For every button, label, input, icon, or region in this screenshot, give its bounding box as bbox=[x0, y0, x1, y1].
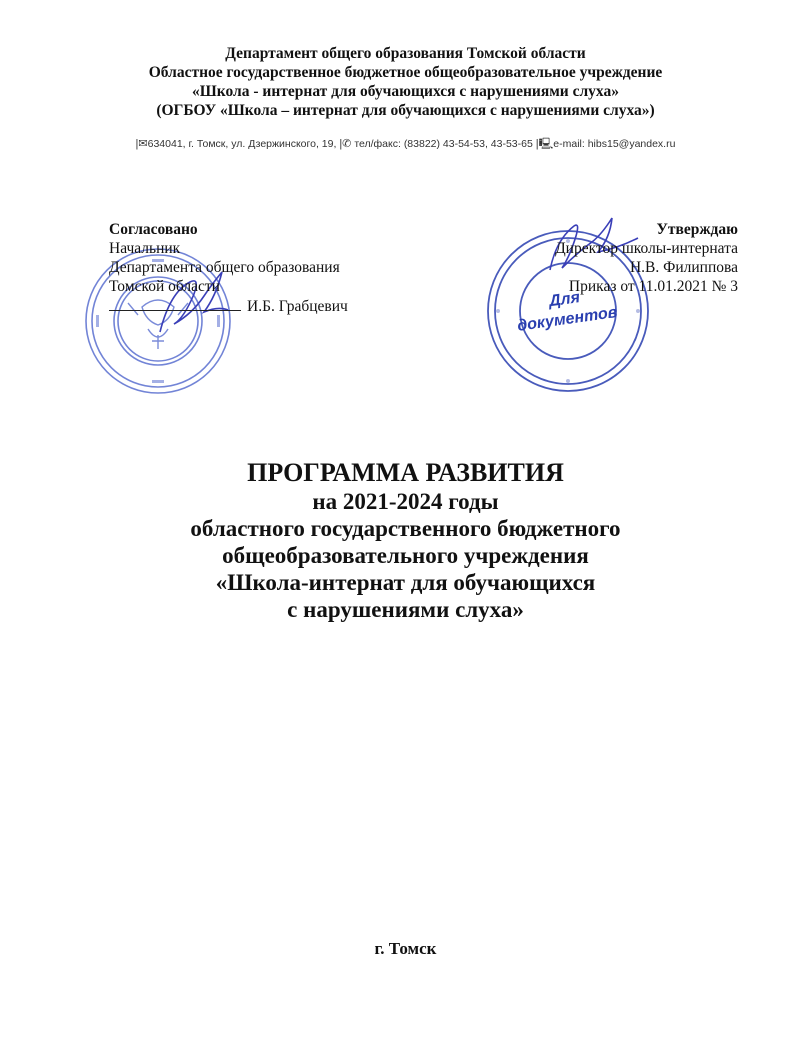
signature-underline bbox=[109, 296, 241, 311]
approval-right-order: Приказ от 11.01.2021 № 3 bbox=[568, 278, 738, 295]
approval-right-position: Директор школы-интерната bbox=[555, 240, 738, 257]
phone-text: тел/факс: (83822) 43-54-53, 43-53-65 bbox=[354, 138, 533, 150]
header-department: Департамент общего образования Томской области bbox=[225, 45, 586, 62]
approval-left-position: Начальник bbox=[109, 240, 181, 257]
stamp-label-line2: документов bbox=[516, 303, 619, 335]
city-name: г. Томск bbox=[374, 939, 437, 958]
header-abbreviation: (ОГБОУ «Школа – интернат для обучающихся с нарушениями слуха») bbox=[156, 102, 655, 119]
approval-left-signature-line bbox=[109, 296, 348, 316]
title-line-6: с нарушениями слуха» bbox=[287, 597, 524, 622]
phone-icon: |✆ bbox=[339, 138, 352, 150]
approval-left-department: Департамента общего образования bbox=[109, 259, 340, 276]
title-line-5: «Школа-интернат для обучающихся bbox=[215, 570, 596, 595]
header-school-name: «Школа - интернат для обучающихся с нарушениями слуха» bbox=[192, 83, 619, 100]
stamp-label-line1: Для bbox=[548, 289, 582, 311]
mail-icon: |✉ bbox=[135, 138, 148, 150]
contacts-line bbox=[0, 135, 811, 154]
header-institution: Областное государственное бюджетное общеобразовательное учреждение bbox=[148, 64, 663, 81]
approval-right-title: Утверждаю bbox=[656, 221, 738, 238]
email-icon: |🖳 bbox=[535, 138, 554, 150]
approval-right-signer: Н.В. Филиппова bbox=[629, 259, 738, 276]
approval-left-signer: И.Б. Грабцевич bbox=[247, 298, 348, 315]
title-line-2: на 2021-2024 годы bbox=[312, 489, 499, 514]
title-line-4: общеобразовательного учреждения bbox=[222, 543, 589, 568]
approval-left-title: Согласовано bbox=[109, 221, 198, 238]
address-text: 634041, г. Томск, ул. Дзержинского, 19, bbox=[147, 138, 337, 150]
approval-left-region: Томской области bbox=[109, 278, 220, 295]
approval-right-block bbox=[555, 220, 738, 296]
program-title bbox=[0, 458, 811, 623]
email-text: e-mail: hibs15@yandex.ru bbox=[553, 138, 676, 150]
title-line-3: областного государственного бюджетного bbox=[190, 516, 621, 541]
approval-left-block bbox=[109, 220, 348, 316]
document-header bbox=[0, 44, 811, 120]
title-line-1: ПРОГРАММА РАЗВИТИЯ bbox=[247, 458, 564, 487]
